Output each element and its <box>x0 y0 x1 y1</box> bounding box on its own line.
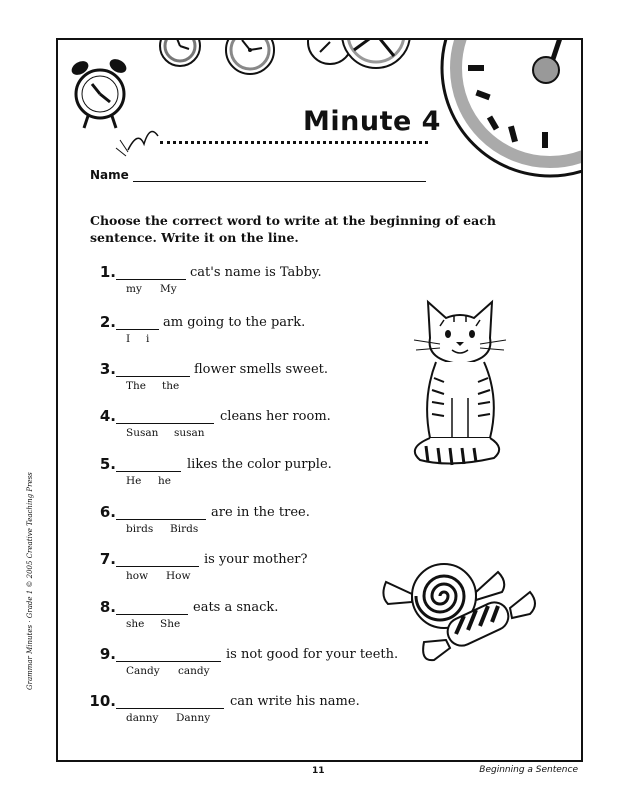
candy-illustration <box>380 552 540 672</box>
answer-options <box>126 380 179 392</box>
option: Susan <box>126 427 159 439</box>
cat-illustration <box>410 298 510 468</box>
answer-blank[interactable] <box>116 708 224 709</box>
answer-options <box>126 618 180 630</box>
section-label: Beginning a Sentence <box>479 765 578 775</box>
answer-options <box>126 665 210 677</box>
side-credit: Grammar Minutes · Grade 1 © 2005 Creative Teaching Press <box>26 472 34 690</box>
answer-blank[interactable] <box>116 471 181 472</box>
clock-icon <box>226 40 274 74</box>
option: she <box>126 618 145 630</box>
answer-options <box>126 427 205 439</box>
question-number: 1. <box>99 263 116 281</box>
page-number: 11 <box>312 766 325 776</box>
answer-options <box>126 333 149 345</box>
page-title: Minute 4 <box>303 106 441 137</box>
clock-icon <box>160 40 200 66</box>
answer-blank[interactable] <box>116 661 221 662</box>
question-text: likes the color purple. <box>187 457 332 472</box>
question-text: can write his name. <box>230 694 360 709</box>
answer-options <box>126 283 177 295</box>
option: susan <box>174 427 205 439</box>
answer-options <box>126 475 171 487</box>
option: Danny <box>176 712 211 724</box>
option: How <box>166 570 191 582</box>
option: My <box>160 283 177 295</box>
option: I <box>126 333 131 345</box>
answer-blank[interactable] <box>116 614 188 615</box>
option: danny <box>126 712 159 724</box>
question-text: is your mother? <box>204 552 308 567</box>
question-number: 5. <box>99 455 116 473</box>
question-text: are in the tree. <box>211 505 310 520</box>
alarm-clock-icon <box>69 56 158 156</box>
option: how <box>126 570 149 582</box>
question-number: 8. <box>99 598 116 616</box>
question-text: cleans her room. <box>220 409 331 424</box>
clock-icon <box>342 40 410 68</box>
question-text: flower smells sweet. <box>194 362 329 377</box>
question-text: cat's name is Tabby. <box>190 265 322 280</box>
question-number: 4. <box>99 407 116 425</box>
option: birds <box>126 523 154 535</box>
option: i <box>146 333 150 345</box>
instructions: Choose the correct word to write at the beginning of each sentence. Write it on the line. <box>90 213 496 245</box>
answer-blank[interactable] <box>116 566 199 567</box>
answer-blank[interactable] <box>116 329 159 330</box>
answer-blank[interactable] <box>116 423 214 424</box>
option: Birds <box>170 523 199 535</box>
option: Candy <box>126 665 160 677</box>
name-input-line[interactable] <box>133 181 426 182</box>
answer-blank[interactable] <box>116 279 186 280</box>
option: he <box>158 475 171 487</box>
option: candy <box>178 665 210 677</box>
clock-icon <box>442 40 583 176</box>
option: She <box>160 618 181 630</box>
answer-options <box>126 712 210 724</box>
answer-blank[interactable] <box>116 376 190 377</box>
question-number: 6. <box>99 503 116 521</box>
name-label: Name <box>90 168 129 182</box>
answer-blank[interactable] <box>116 519 206 520</box>
question-number: 3. <box>99 360 116 378</box>
question-number: 7. <box>99 550 116 568</box>
answer-options <box>126 570 190 582</box>
question-text: am going to the park. <box>163 315 306 330</box>
answer-options <box>126 523 198 535</box>
question-number: 2. <box>99 313 116 331</box>
option: The <box>126 380 146 392</box>
question-text: eats a snack. <box>193 600 279 615</box>
question-number: 9. <box>99 645 116 663</box>
question-number: 10. <box>89 692 116 710</box>
option: He <box>126 475 142 487</box>
question-text: is not good for your teeth. <box>226 647 399 662</box>
option: my <box>126 283 142 295</box>
title-dotted-rule <box>160 141 428 144</box>
option: the <box>162 380 180 392</box>
